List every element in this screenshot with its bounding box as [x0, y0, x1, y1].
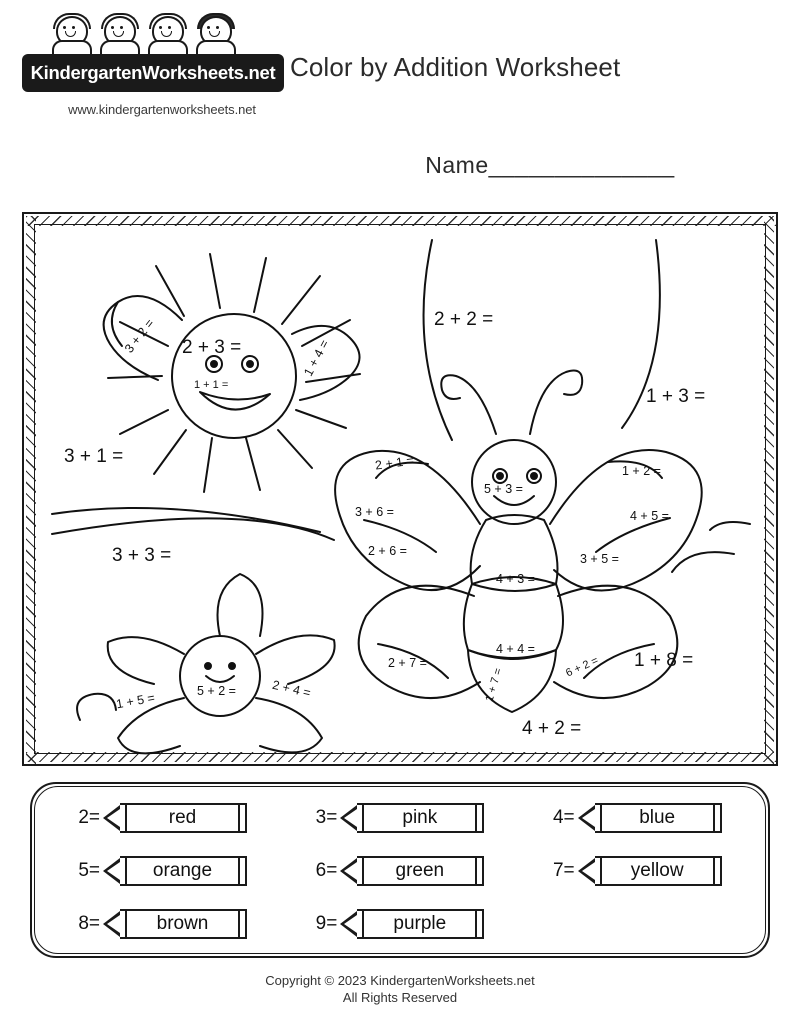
equation-butterfly-wing-mid-left: 3 + 6 = [355, 505, 394, 519]
crayon-icon [103, 800, 247, 836]
legend-number: 8= [78, 912, 100, 934]
sun-drawing [104, 254, 360, 492]
equation-butterfly-wing-lower-right: 6 + 2 = [564, 654, 601, 680]
equation-flower-petal-right: 2 + 4 = [270, 677, 313, 701]
flower-drawing [77, 574, 335, 753]
legend-color-label: purple [393, 912, 447, 934]
equation-butterfly-wing-upper-right: 1 + 2 = [622, 464, 661, 478]
page-title: Color by Addition Worksheet [290, 52, 621, 82]
equation-hill: 3 + 3 = [112, 545, 172, 566]
crayon-icon [103, 853, 247, 889]
legend-item [281, 800, 518, 836]
equation-butterfly-wing-lower-left: 2 + 6 = [368, 544, 407, 558]
legend-color-label: pink [402, 807, 438, 829]
logo-banner [22, 54, 284, 92]
site-logo[interactable] [22, 14, 284, 132]
rights-line: All Rights Reserved [342, 990, 458, 1005]
color-key-grid [44, 792, 756, 950]
equation-butterfly-body-1: 4 + 3 = [496, 572, 535, 586]
legend-item [44, 906, 281, 942]
site-url: www.kindergartenworksheets.net [68, 102, 256, 117]
legend-item [44, 800, 281, 836]
legend-number: 2= [78, 807, 100, 829]
equation-grass-right: 1 + 8 = [634, 650, 694, 671]
legend-item [281, 853, 518, 889]
name-field-label: Name______________ [425, 152, 675, 178]
equation-butterfly-wing-right-3: 3 + 5 = [580, 552, 619, 566]
crayon-icon [340, 800, 484, 836]
equation-sun-wing-right: 1 + 4 = [301, 337, 332, 379]
equation-sun-face-top: 2 + 3 = [182, 337, 242, 358]
equation-flower-center: 5 + 2 = [197, 684, 236, 698]
copyright-line: Copyright © 2023 KindergartenWorksheets.net [265, 973, 535, 988]
legend-number: 6= [315, 859, 338, 881]
legend-color-label: red [168, 807, 197, 829]
worksheet-frame [22, 212, 778, 766]
crayon-icon [578, 853, 722, 889]
equation-butterfly-wing-right-2: 4 + 5 = [630, 509, 669, 523]
butterfly-drawing [335, 240, 750, 712]
equation-butterfly-wing-upper-left: 2 + 1 = [374, 453, 415, 473]
equation-grass-bottom: 4 + 2 = [522, 718, 582, 739]
equation-sun-face-bottom: 1 + 1 = [194, 379, 229, 391]
page-header [0, 0, 800, 178]
legend-color-label: green [395, 859, 445, 881]
crayon-icon [103, 906, 247, 942]
legend-item [519, 853, 756, 889]
legend-number: 9= [315, 912, 338, 934]
crayon-icon [340, 853, 484, 889]
legend-color-label: brown [156, 912, 209, 934]
coloring-artwork [34, 224, 770, 758]
equation-butterfly-tail: 1 + 7 = [483, 666, 505, 704]
legend-number: 3= [315, 807, 338, 829]
equation-butterfly-wing-lower-left-2: 2 + 7 = [388, 656, 427, 670]
legend-item [519, 800, 756, 836]
legend-color-label: orange [152, 859, 213, 881]
equation-sun-wing-left: 3 + 2 = [121, 316, 157, 356]
equation-butterfly-head: 5 + 3 = [484, 482, 523, 496]
legend-color-label: yellow [630, 859, 684, 881]
legend-item [44, 853, 281, 889]
legend-number: 7= [552, 859, 575, 881]
page-footer [0, 972, 800, 1006]
equation-sky-right: 1 + 3 = [646, 386, 706, 407]
legend-number: 4= [552, 807, 575, 829]
legend-color-label: blue [639, 807, 676, 829]
equation-flower-petal-left: 1 + 5 = [115, 690, 156, 712]
equation-sky-left: 3 + 1 = [64, 446, 124, 467]
ground-lines [52, 508, 334, 540]
logo-text: KindergartenWorksheets.net [30, 62, 276, 83]
legend-item [281, 906, 518, 942]
legend-number: 5= [78, 859, 100, 881]
equation-sky-top: 2 + 2 = [434, 309, 494, 330]
crayon-icon [340, 906, 484, 942]
crayon-icon [578, 800, 722, 836]
equation-butterfly-body-2: 4 + 4 = [496, 642, 535, 656]
